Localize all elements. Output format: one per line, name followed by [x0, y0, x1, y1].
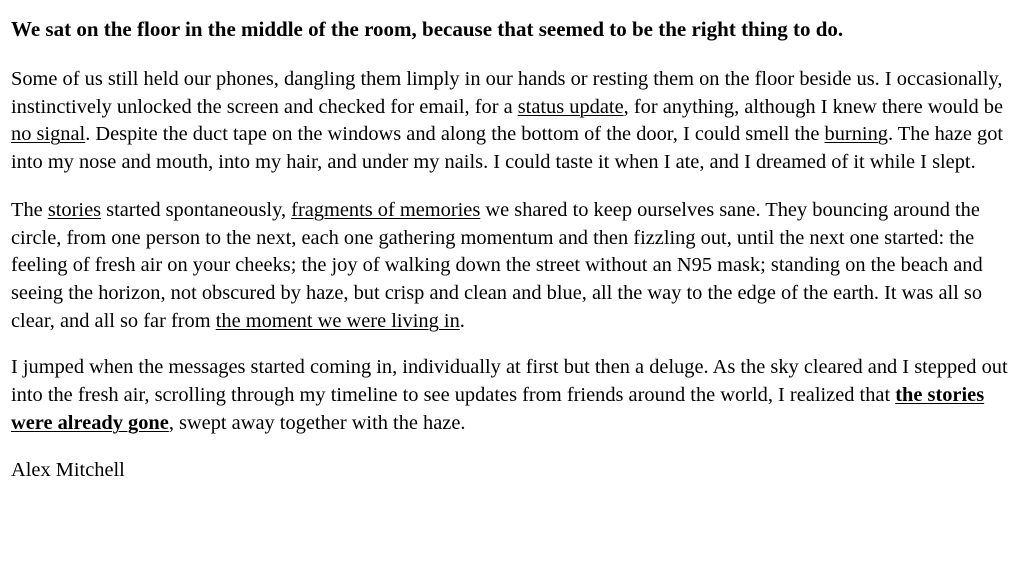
paragraph-3-text-1: I jumped when the messages started coming in, individually at first but then a deluge. As the sky cleared and I stepped out into the fresh air, scrolling through my timeline to see updates from friends around the world, I realized that [11, 356, 1008, 407]
paragraph-1-text-3: . Despite the duct tape on the windows and along the bottom of the door, I could smell the [85, 123, 825, 146]
paragraph-2 [11, 197, 1010, 336]
paragraph-2-text-2: started spontaneously, [101, 198, 292, 221]
author-name: Alex Mitchell [11, 459, 125, 482]
paragraph-2-text-3: we shared to keep ourselves sane. They bouncing around the circle, from one person to the next, each one gathering momentum and then fizzling out, until the next one started: the feeling of fresh air on your cheeks; the joy of walking down the street without an N95 mask; standing on the beach and seeing the horizon, not obscured by haze, but crisp and clean and blue, all the way to the edge of the earth. It was all so clear, and all so far from [11, 198, 983, 332]
no-signal-link[interactable]: no signal [11, 123, 86, 146]
paragraph-2-text-1: The [11, 198, 48, 221]
paragraph-1 [11, 66, 1010, 177]
burning-link[interactable]: burning [824, 123, 888, 146]
status-update-link[interactable]: status update [517, 95, 624, 118]
paragraph-1-text-2: , for anything, although I knew there would be [623, 95, 1004, 118]
fragments-of-memories-link[interactable]: fragments of memories [291, 198, 481, 221]
paragraph-1-text-4: . The haze got into my nose and mouth, into my hair, and under my nails. I could taste it when I ate, and I dreamed of it while I slept. [11, 123, 1004, 174]
story-title: We sat on the floor in the middle of the room, because that seemed to be the right thing to do. [11, 17, 844, 41]
moment-we-were-living-in-link[interactable]: the moment we were living in [215, 309, 460, 332]
paragraph-2-text-4: . [459, 309, 465, 332]
stories-already-gone-link[interactable]: the stories were already gone [11, 384, 985, 434]
stories-link[interactable]: stories [47, 198, 102, 221]
paragraph-3-text-2: , swept away together with the haze. [168, 411, 466, 434]
paragraph-1-text-1: Some of us still held our phones, dangling them limply in our hands or resting them on the floor beside us. I occasionally, instinctively unlocked the screen and checked for email, for a [11, 68, 1003, 118]
paragraph-3 [11, 354, 1010, 437]
